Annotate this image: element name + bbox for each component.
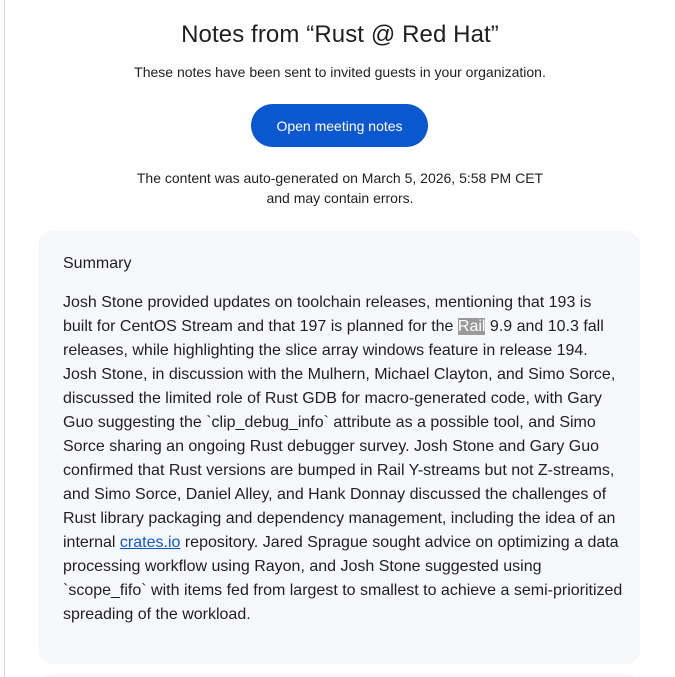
summary-body: [63, 291, 623, 627]
summary-card: [38, 231, 640, 664]
summary-text-part-1: Josh Stone provided updates on toolchain releases, mentioning that 193 is built for CentOS Stream and that 197 is planned for the: [63, 294, 592, 335]
summary-heading: Summary: [63, 255, 132, 272]
crates-io-link[interactable]: crates.io: [119, 534, 181, 551]
highlighted-word: Rail: [457, 318, 486, 335]
page-subtitle: These notes have been sent to invited guests in your organization.: [134, 64, 546, 80]
summary-text-part-3: repository. Jared Sprague sought advice on optimizing a data processing workflow using Rayon, and Josh Stone suggested using `scope_fifo` with items fed from largest to smallest to achieve a semi-prioritized spreading of the workload.: [63, 534, 623, 623]
auto-generated-disclaimer: [0, 168, 675, 208]
summary-text-part-2: 9.9 and 10.3 fall releases, while highlighting the slice array windows feature in release 194. Josh Stone, in discussion with the Mulhern, Michael Clayton, and Simo Sorce, discussed the limited role of Rust GDB for macro-generated code, with Gary Guo suggesting the `clip_debug_info` attribute as a possible tool, and Simo Sorce sharing an ongoing Rust debugger survey. Josh Stone and Gary Guo confirmed that Rust versions are bumped in Rail Y-streams but not Z-streams, and Simo Sorce, Daniel Alley, and Hank Donnay discussed the challenges of Rust library packaging and dependency management, including the idea of an internal: [63, 318, 616, 551]
disclaimer-line-2: and may contain errors.: [266, 190, 414, 206]
page-title: Notes from “Rust @ Red Hat”: [181, 21, 499, 48]
left-divider: [4, 0, 5, 677]
disclaimer-line-1: The content was auto-generated on March 5, 2026, 5:58 PM CET: [136, 170, 544, 186]
open-meeting-notes-button[interactable]: Open meeting notes: [251, 104, 428, 147]
